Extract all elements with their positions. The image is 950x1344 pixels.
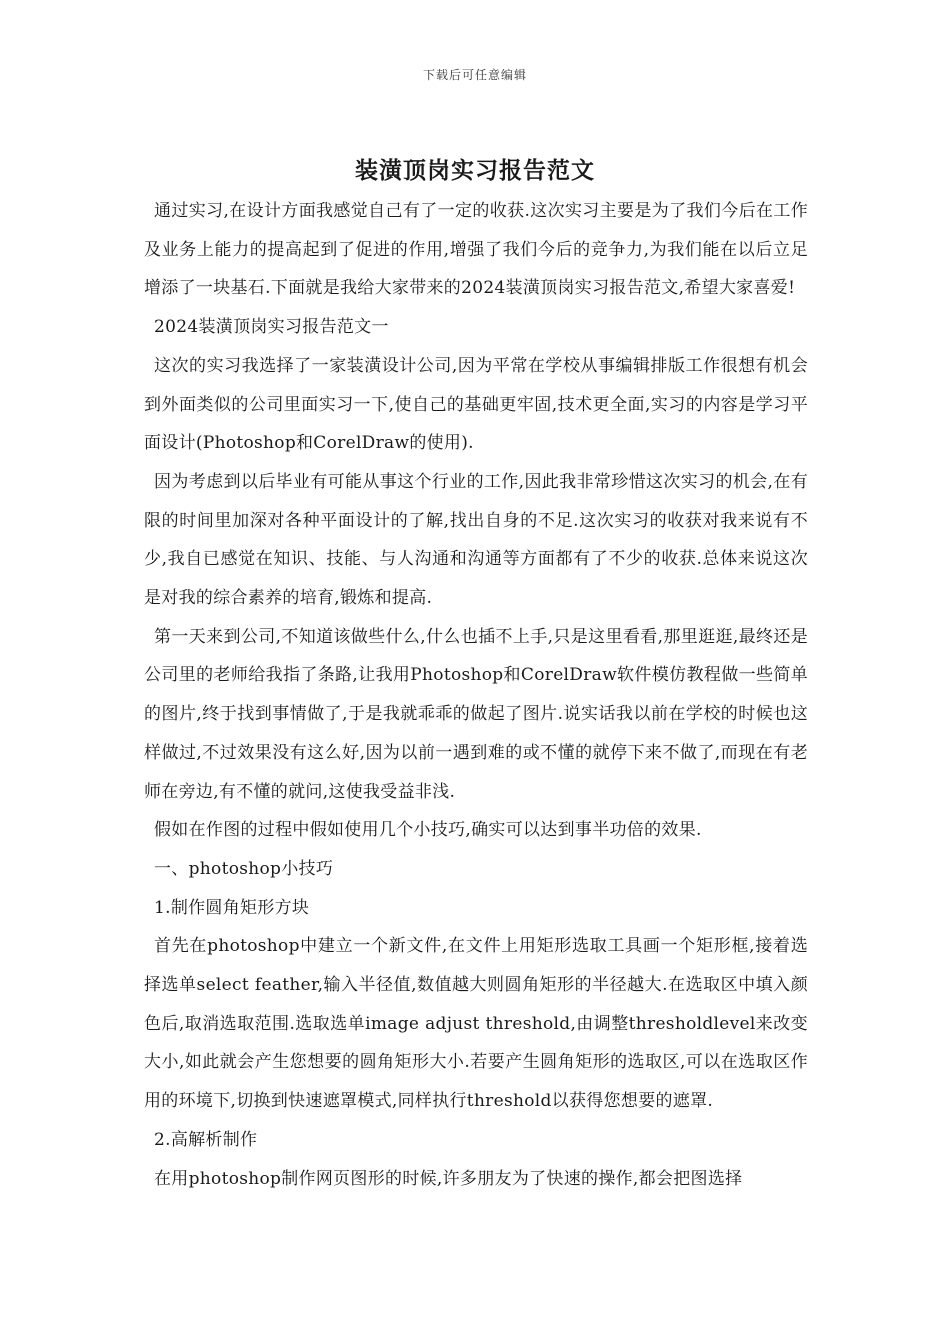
paragraph: 在用photoshop制作网页图形的时候,许多朋友为了快速的操作,都会把图选择: [154, 1168, 743, 1189]
paragraph: 假如在作图的过程中假如使用几个小技巧,确实可以达到事半功倍的效果.: [154, 820, 702, 841]
paragraph: 第一天来到公司,不知道该做些什么,什么也插不上手,只是这里看看,那里逛逛,最终还是公司里的老师给我指了条路,让我用Photoshop和CorelDraw软件模仿教程做一些简单的图片,终于找到事情做了,于是我就乖乖的做起了图片.说实话我以前在学校的时候也这样做过,不过效果没有这么好,因为以前一遇到难的或不懂的就停下来不做了,而现在有老师在旁边,有不懂的就问,这使我受益非浅.: [144, 626, 808, 802]
paragraph: 首先在photoshop中建立一个新文件,在文件上用矩形选取工具画一个矩形框,接着选择选单select feather,输入半径值,数值越大则圆角矩形的半径越大.在选取区中填入颜色后,取消选取范围.选取选单image adjust threshold,由调整thresholdlevel来改变大小,如此就会产生您想要的圆角矩形大小.若要产生圆角矩形的选取区,可以在选取区作用的环境下,切换到快速遮罩模式,同样执行threshold以获得您想要的遮罩.: [144, 936, 808, 1112]
subsection-heading: 2.高解析制作: [154, 1129, 258, 1150]
subsection-heading: 一、photoshop小技巧: [154, 858, 334, 879]
document-title: 装潢顶岗实习报告范文: [355, 157, 595, 184]
paragraph: 因为考虑到以后毕业有可能从事这个行业的工作,因此我非常珍惜这次实习的机会,在有限的时间里加深对各种平面设计的了解,找出自身的不足.这次实习的收获对我来说有不少,我自已感觉在知识、技能、与人沟通和沟通等方面都有了不少的收获.总体来说这次是对我的综合素养的培育,锻炼和提高.: [144, 471, 808, 609]
paragraph-intro: 通过实习,在设计方面我感觉自己有了一定的收获.这次实习主要是为了我们今后在工作及业务上能力的提高起到了促进的作用,增强了我们今后的竞争力,为我们能在以后立足增添了一块基石.下面就是我给大家带来的2024装潢顶岗实习报告范文,希望大家喜爱!: [144, 201, 808, 299]
section-heading: 2024装潢顶岗实习报告范文一: [154, 317, 389, 338]
header-note: 下载后可任意编辑: [422, 68, 527, 82]
paragraph: 这次的实习我选择了一家装潢设计公司,因为平常在学校从事编辑排版工作很想有机会到外面类似的公司里面实习一下,使自己的基础更牢固,技术更全面,实习的内容是学习平面设计(Photoshop和CorelDraw的使用).: [144, 355, 808, 454]
subsection-heading: 1.制作圆角矩形方块: [154, 897, 310, 918]
document-body: [144, 192, 808, 1198]
